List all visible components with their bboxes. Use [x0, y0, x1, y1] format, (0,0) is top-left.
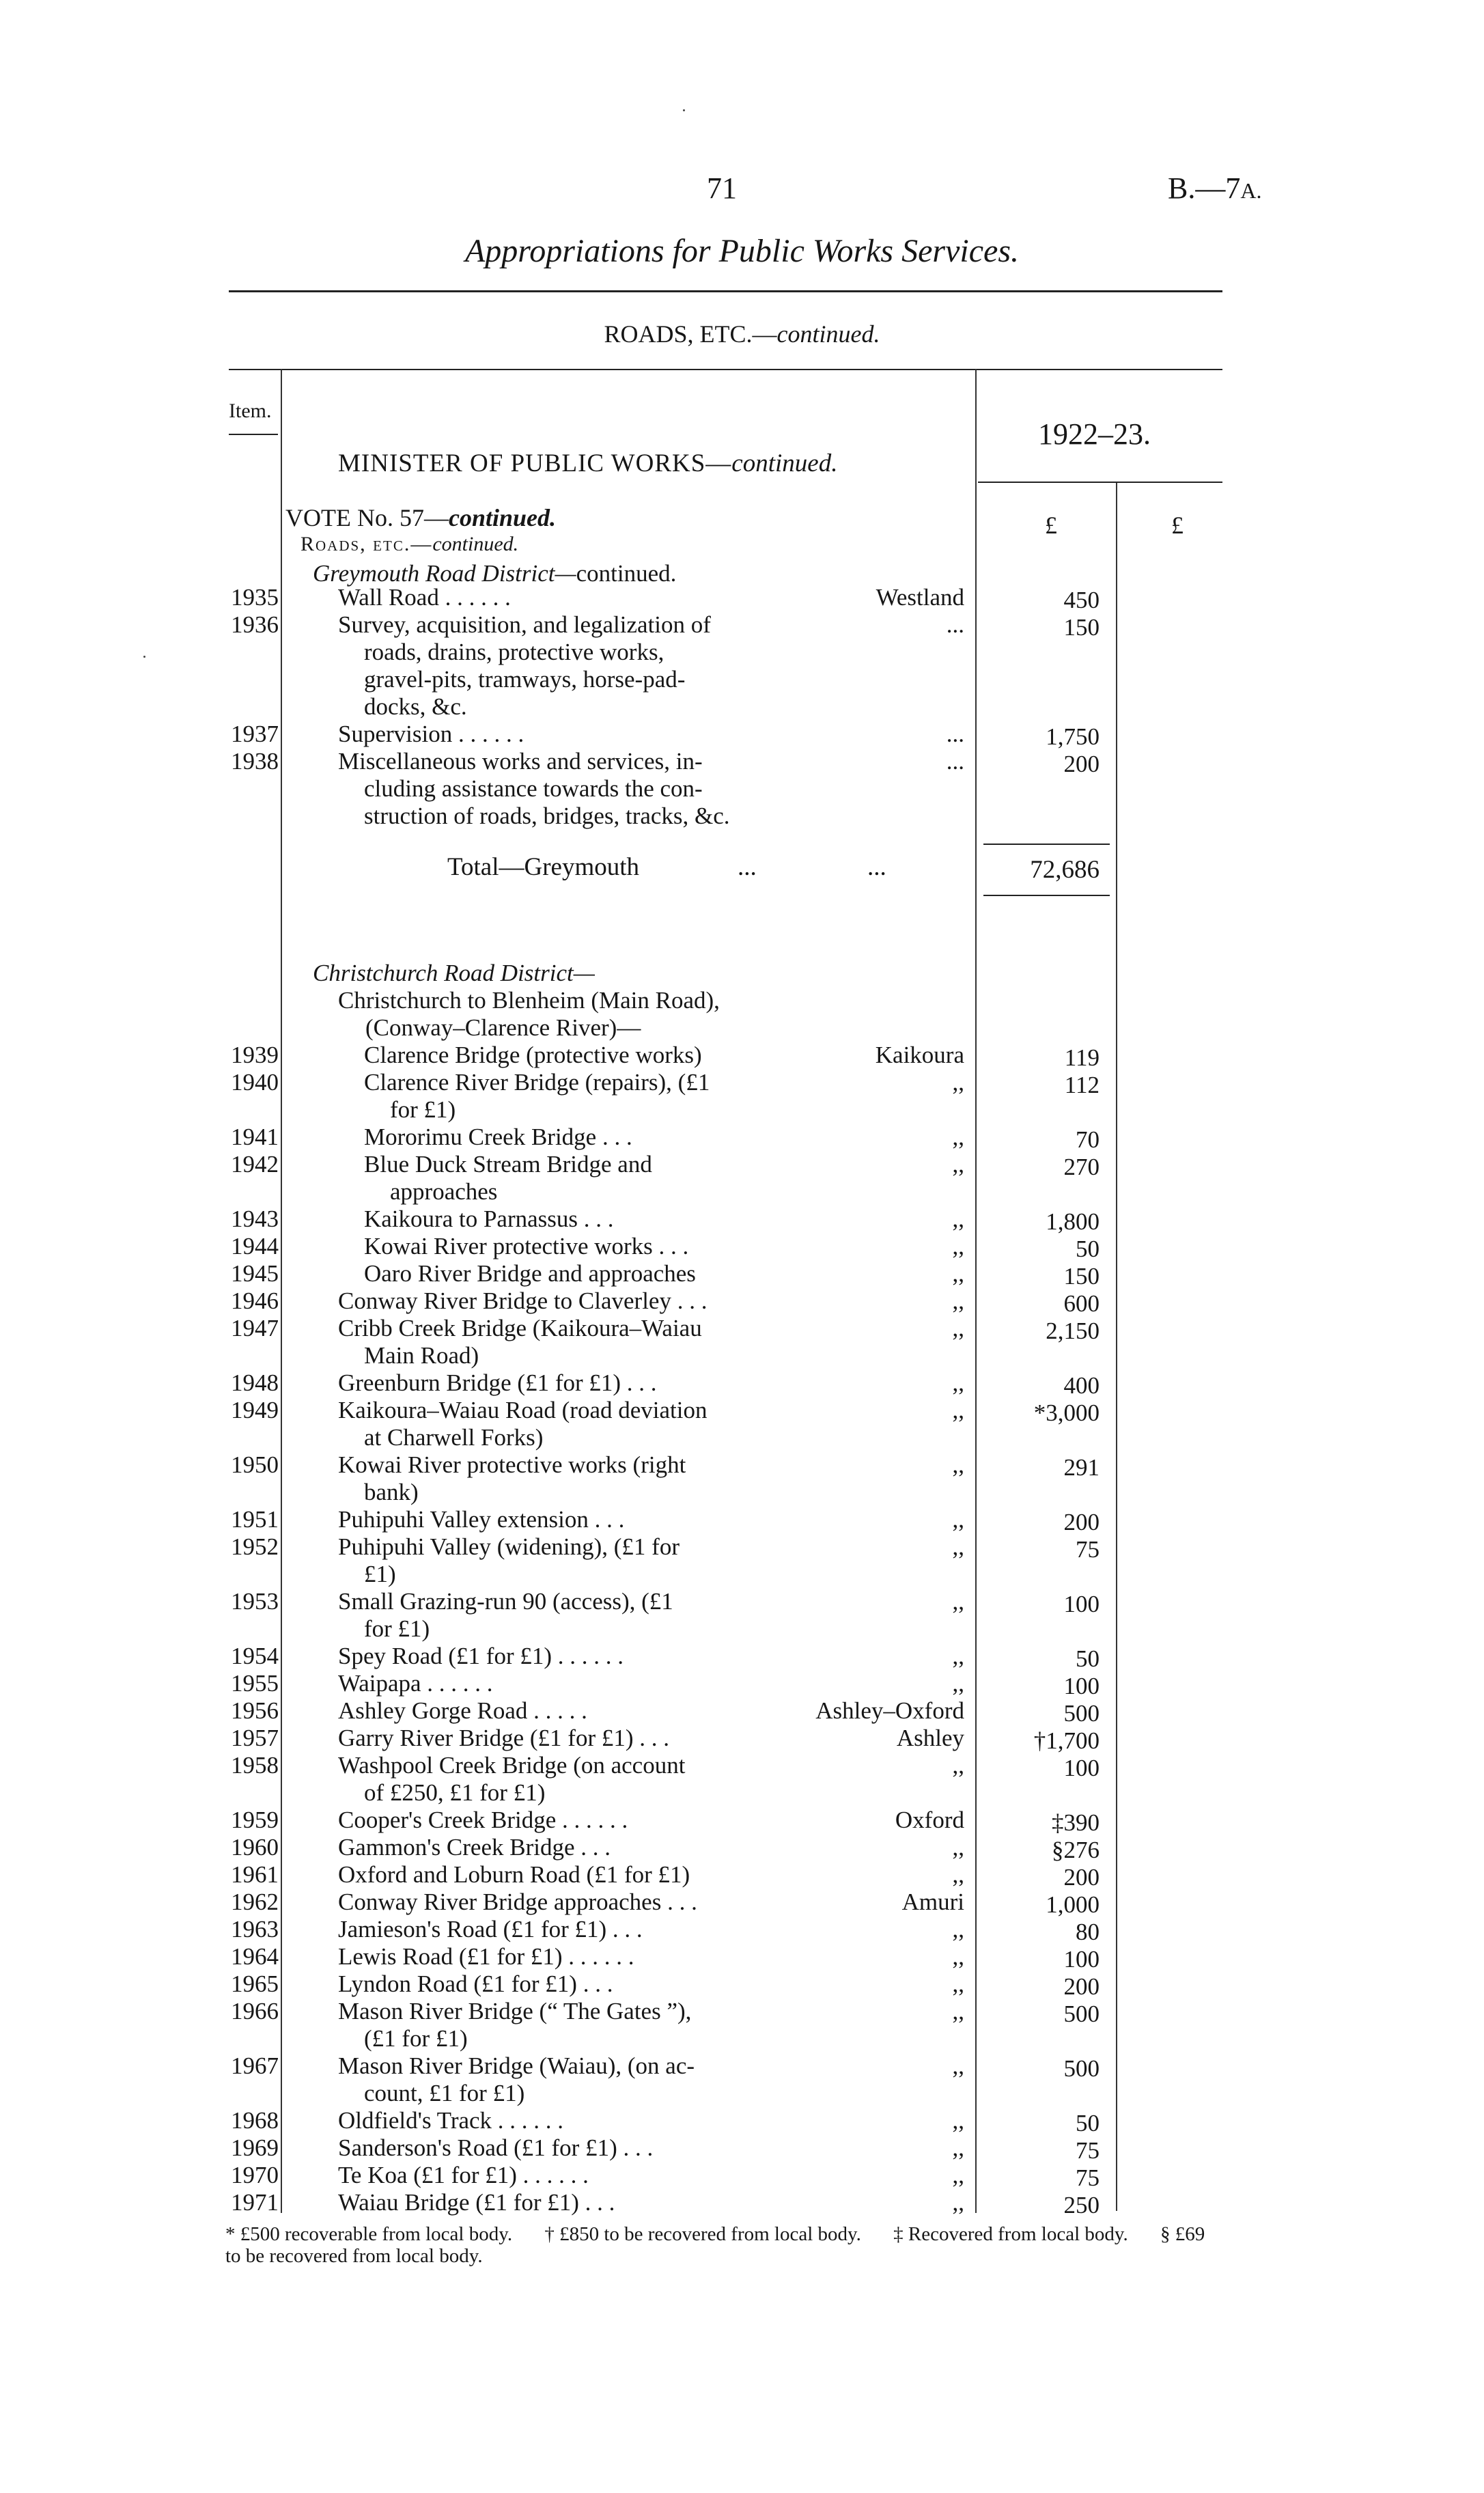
footnote-dagger: † £850 to be recovered from local body.	[544, 2223, 861, 2245]
item-description: Mororimu Creek Bridge . . .	[364, 1124, 632, 1150]
item-number: 1944	[231, 1233, 279, 1259]
item-description: Survey, acquisition, and legalization of	[338, 611, 711, 638]
item-amount: 75	[1076, 1536, 1100, 1563]
item-amount: †1,700	[1033, 1727, 1100, 1754]
item-description-continued: bank)	[364, 1479, 419, 1505]
item-number: 1940	[231, 1069, 279, 1096]
table-row	[0, 2107, 1484, 2134]
page-title: Appropriations for Public Works Services.	[464, 233, 1020, 269]
item-amount: 100	[1063, 1755, 1100, 1781]
vote-suffix: continued.	[448, 504, 557, 531]
table-top-rule	[229, 369, 1222, 370]
item-number: 1951	[231, 1506, 279, 1533]
item-amount: 291	[1063, 1454, 1100, 1481]
total-leader-dots: ...	[738, 853, 757, 881]
table-row	[0, 1834, 1484, 1861]
item-location: ,,	[952, 2162, 964, 2188]
item-number: 1955	[231, 1670, 279, 1697]
item-number: 1947	[231, 1315, 279, 1341]
table-row	[0, 1533, 1484, 1587]
item-description: Te Koa (£1 for £1) . . . . . .	[338, 2162, 589, 2188]
item-location: ...	[946, 748, 964, 775]
item-amount: 1,750	[1046, 723, 1100, 750]
item-description: Jamieson's Road (£1 for £1) . . .	[338, 1916, 643, 1942]
item-number: 1956	[231, 1697, 279, 1724]
item-amount: 250	[1063, 2192, 1100, 2218]
table-row	[0, 1725, 1484, 1752]
item-location: ,,	[952, 1397, 964, 1423]
minister-suffix: continued.	[731, 449, 838, 477]
item-number: 1970	[231, 2162, 279, 2188]
table-row	[0, 1369, 1484, 1397]
item-amount: 150	[1063, 1263, 1100, 1290]
total-leader-dots-2: ...	[867, 853, 886, 881]
item-description: Waiau Bridge (£1 for £1) . . .	[338, 2189, 615, 2216]
table-row	[0, 1998, 1484, 2052]
item-amount: 119	[1064, 1044, 1100, 1071]
item-amount: 150	[1063, 614, 1100, 641]
table-row	[0, 748, 1484, 829]
table-row	[0, 1069, 1484, 1123]
item-description: Clarence River Bridge (repairs), (£1	[364, 1069, 710, 1096]
item-amount: 50	[1076, 2110, 1100, 2136]
item-description: Garry River Bridge (£1 for £1) . . .	[338, 1725, 670, 1751]
item-amount: 2,150	[1046, 1318, 1100, 1344]
item-number: 1962	[231, 1889, 279, 1915]
item-amount: 500	[1063, 2001, 1100, 2027]
item-location: ,,	[952, 1506, 964, 1533]
item-amount: 112	[1064, 1072, 1100, 1098]
item-description-continued: £1)	[364, 1561, 396, 1587]
item-number: 1936	[231, 611, 279, 638]
item-amount: 75	[1076, 2137, 1100, 2164]
table-row	[0, 1233, 1484, 1260]
item-number: 1948	[231, 1369, 279, 1396]
item-location: Ashley	[896, 1725, 964, 1751]
table-row	[0, 1287, 1484, 1315]
item-number: 1935	[231, 584, 279, 611]
item-amount: 500	[1063, 1700, 1100, 1727]
item-location: ,,	[952, 1315, 964, 1341]
table-row	[0, 721, 1484, 748]
year-header-rule	[978, 482, 1222, 483]
item-location: ,,	[952, 2189, 964, 2216]
item-number: 1941	[231, 1124, 279, 1150]
table-row	[0, 1042, 1484, 1069]
table-row	[0, 1697, 1484, 1725]
table-row	[0, 1151, 1484, 1205]
table-row	[0, 1588, 1484, 1642]
roads-main: Roads, etc.—	[300, 533, 433, 555]
item-location: ,,	[952, 1206, 964, 1232]
item-description: Puhipuhi Valley (widening), (£1 for	[338, 1533, 680, 1560]
item-description: Wall Road . . . . . .	[338, 584, 511, 611]
vote-main: VOTE No. 57—	[285, 504, 449, 531]
item-amount: 600	[1063, 1290, 1100, 1317]
item-location: ,,	[952, 1233, 964, 1259]
item-amount: §276	[1052, 1837, 1100, 1863]
item-description: Cribb Creek Bridge (Kaikoura–Waiau	[338, 1315, 702, 1341]
section-heading	[0, 320, 1484, 348]
item-amount: 70	[1076, 1126, 1100, 1153]
item-number: 1957	[231, 1725, 279, 1751]
item-location: Oxford	[895, 1807, 964, 1833]
vote-heading	[285, 503, 556, 532]
item-description: Kowai River protective works (right	[338, 1451, 686, 1478]
item-amount: 1,000	[1046, 1891, 1100, 1918]
item-description: Oaro River Bridge and approaches	[364, 1260, 696, 1287]
item-location: ...	[946, 721, 964, 747]
item-description: Lyndon Road (£1 for £1) . . .	[338, 1970, 613, 1997]
item-amount: 200	[1063, 751, 1100, 777]
item-description-continued: at Charwell Forks)	[364, 1424, 544, 1451]
roads-heading	[300, 533, 518, 556]
reference-main: B.—7	[1168, 171, 1241, 205]
item-number: 1966	[231, 1998, 279, 2024]
item-description: Clarence Bridge (protective works)	[364, 1042, 702, 1068]
item-number: 1968	[231, 2107, 279, 2134]
roads-suffix: continued.	[432, 533, 519, 555]
item-location: ,,	[952, 1369, 964, 1396]
item-location: ,,	[952, 1916, 964, 1942]
table-row	[0, 1861, 1484, 1889]
item-amount: 100	[1063, 1673, 1100, 1699]
scan-speck	[683, 109, 685, 111]
item-number: 1939	[231, 1042, 279, 1068]
table-row	[0, 1315, 1484, 1369]
item-description: Washpool Creek Bridge (on account	[338, 1752, 686, 1779]
item-description: Mason River Bridge (“ The Gates ”),	[338, 1998, 692, 2024]
table-row	[0, 1916, 1484, 1943]
table-row	[0, 584, 1484, 611]
item-description: Mason River Bridge (Waiau), (on ac-	[338, 2052, 695, 2079]
table-row	[0, 2134, 1484, 2162]
item-amount: 50	[1076, 1645, 1100, 1672]
item-location: Ashley–Oxford	[815, 1697, 964, 1724]
item-description: Ashley Gorge Road . . . . .	[338, 1697, 587, 1724]
item-location: Westland	[876, 584, 964, 611]
item-amount: 450	[1063, 587, 1100, 613]
item-amount: 200	[1063, 1509, 1100, 1535]
item-description: Oxford and Loburn Road (£1 for £1)	[338, 1861, 690, 1888]
item-location: ,,	[952, 1998, 964, 2024]
item-description-continued: count, £1 for £1)	[364, 2080, 525, 2106]
item-description: Kaikoura–Waiau Road (road deviation	[338, 1397, 708, 1423]
minister-heading	[338, 449, 837, 478]
table-row	[0, 1670, 1484, 1697]
table-row	[0, 2189, 1484, 2216]
item-amount: 1,800	[1046, 1208, 1100, 1235]
item-amount: 270	[1063, 1154, 1100, 1180]
item-number: 1943	[231, 1206, 279, 1232]
scan-speck	[143, 656, 145, 658]
item-description: Small Grazing-run 90 (access), (£1	[338, 1588, 673, 1615]
item-location: ,,	[952, 1943, 964, 1970]
item-description: Blue Duck Stream Bridge and	[364, 1151, 652, 1178]
greymouth-district-heading	[313, 560, 676, 587]
table-row	[0, 1397, 1484, 1451]
christchurch-main-road-line1: Christchurch to Blenheim (Main Road),	[338, 987, 720, 1014]
item-location: ,,	[952, 1533, 964, 1560]
item-description-continued: roads, drains, protective works,	[364, 639, 664, 665]
item-location: ,,	[952, 1643, 964, 1669]
document-reference	[1168, 171, 1261, 206]
greymouth-district-name: Greymouth Road District—	[313, 560, 576, 587]
item-location: ,,	[952, 1670, 964, 1697]
item-location: ,,	[952, 1260, 964, 1287]
item-number: 1953	[231, 1588, 279, 1615]
item-location: ,,	[952, 1588, 964, 1615]
christchurch-main-road-line2: (Conway–Clarence River)—	[365, 1014, 641, 1041]
item-number: 1937	[231, 721, 279, 747]
section-main: ROADS, ETC.—	[604, 320, 777, 348]
currency-symbol-amount: £	[1045, 512, 1057, 539]
item-location: ,,	[952, 1124, 964, 1150]
table-row	[0, 1506, 1484, 1533]
item-number: 1964	[231, 1943, 279, 1970]
item-location: ,,	[952, 1287, 964, 1314]
footnotes	[225, 2223, 1222, 2267]
total-amount: 72,686	[1030, 856, 1100, 884]
item-description-continued: for £1)	[390, 1096, 456, 1123]
item-number: 1969	[231, 2134, 279, 2161]
item-number: 1961	[231, 1861, 279, 1888]
item-description: Greenburn Bridge (£1 for £1) . . .	[338, 1369, 657, 1396]
item-amount: 75	[1076, 2164, 1100, 2191]
table-row	[0, 2052, 1484, 2106]
table-row	[0, 1260, 1484, 1290]
item-description: Oldfield's Track . . . . . .	[338, 2107, 564, 2134]
footnote-double-dagger: ‡ Recovered from local body.	[893, 2223, 1128, 2245]
year-column-header: 1922–23.	[1038, 417, 1151, 451]
item-description: Kaikoura to Parnassus . . .	[364, 1206, 614, 1232]
item-number: 1971	[231, 2189, 279, 2216]
item-location: ,,	[952, 1451, 964, 1478]
table-row	[0, 2162, 1484, 2189]
item-number: 1954	[231, 1643, 279, 1669]
section-suffix: continued.	[776, 320, 880, 348]
table-row	[0, 1889, 1484, 1916]
item-location: ,,	[952, 1069, 964, 1096]
item-number: 1959	[231, 1807, 279, 1833]
item-number: 1945	[231, 1260, 279, 1287]
page-number: 71	[707, 171, 737, 205]
item-description: Cooper's Creek Bridge . . . . . .	[338, 1807, 628, 1833]
item-description: Waipapa . . . . . .	[338, 1670, 493, 1697]
item-description: Spey Road (£1 for £1) . . . . . .	[338, 1643, 624, 1669]
item-amount: 50	[1076, 1236, 1100, 1262]
item-location: Kaikoura	[875, 1042, 964, 1068]
table-row	[0, 1643, 1484, 1670]
item-description-continued: struction of roads, bridges, tracks, &c.	[364, 803, 730, 829]
christchurch-district-heading: Christchurch Road District—	[313, 960, 595, 986]
item-amount: 100	[1063, 1946, 1100, 1973]
item-number: 1938	[231, 748, 279, 775]
item-location: ,,	[952, 1970, 964, 1997]
item-description-continued: docks, &c.	[364, 693, 467, 720]
item-description: Sanderson's Road (£1 for £1) . . .	[338, 2134, 654, 2161]
item-number: 1942	[231, 1151, 279, 1178]
table-row	[0, 1206, 1484, 1233]
item-amount: 500	[1063, 2055, 1100, 2082]
item-description: Supervision . . . . . .	[338, 721, 524, 747]
item-amount: 400	[1063, 1372, 1100, 1399]
item-description-continued: approaches	[390, 1178, 498, 1205]
item-description-continued: (£1 for £1)	[364, 2025, 468, 2052]
item-number: 1967	[231, 2052, 279, 2079]
total-label: Total—Greymouth	[447, 853, 640, 881]
item-description-continued: cluding assistance towards the con-	[364, 775, 703, 802]
item-location: ,,	[952, 1752, 964, 1779]
greymouth-district-suffix: continued.	[576, 560, 677, 587]
item-description: Kowai River protective works . . .	[364, 1233, 689, 1259]
table-row	[0, 1752, 1484, 1806]
item-location: ,,	[952, 2052, 964, 2079]
item-location: ...	[946, 611, 964, 638]
item-location: ,,	[952, 1834, 964, 1861]
table-row	[0, 1807, 1484, 1834]
item-description-continued: for £1)	[364, 1615, 430, 1642]
item-number: 1963	[231, 1916, 279, 1942]
item-amount: *3,000	[1033, 1399, 1100, 1426]
item-location: Amuri	[901, 1889, 964, 1915]
table-row	[0, 611, 1484, 720]
item-number: 1958	[231, 1752, 279, 1779]
item-number: 1952	[231, 1533, 279, 1560]
item-description-continued: Main Road)	[364, 1342, 479, 1369]
total-top-rule	[983, 844, 1110, 845]
item-amount: 100	[1063, 1591, 1100, 1617]
item-number: 1946	[231, 1287, 279, 1314]
item-description-continued: gravel-pits, tramways, horse-pad-	[364, 666, 686, 693]
item-location: ,,	[952, 2134, 964, 2161]
item-amount: 200	[1063, 1973, 1100, 2000]
total-bottom-rule	[983, 895, 1110, 896]
item-number: 1960	[231, 1834, 279, 1861]
item-description-continued: of £250, £1 for £1)	[364, 1779, 546, 1806]
item-amount: ‡390	[1052, 1809, 1100, 1836]
item-number: 1950	[231, 1451, 279, 1478]
title-rule	[229, 290, 1222, 292]
item-number: 1965	[231, 1970, 279, 1997]
item-number: 1949	[231, 1397, 279, 1423]
item-column-header: Item.	[229, 400, 272, 422]
item-header-rule	[229, 434, 278, 435]
item-amount: 80	[1076, 1919, 1100, 1945]
item-location: ,,	[952, 1861, 964, 1888]
item-description: Gammon's Creek Bridge . . .	[338, 1834, 611, 1861]
item-description: Puhipuhi Valley extension . . .	[338, 1506, 625, 1533]
table-row	[0, 1124, 1484, 1151]
footnote-asterisk: * £500 recoverable from local body.	[225, 2223, 513, 2245]
table-row	[0, 1943, 1484, 1973]
item-location: ,,	[952, 2107, 964, 2134]
currency-symbol-total: £	[1171, 512, 1184, 539]
reference-suffix: A.	[1240, 178, 1262, 203]
minister-main: MINISTER OF PUBLIC WORKS—	[338, 449, 732, 477]
item-description: Conway River Bridge approaches . . .	[338, 1889, 697, 1915]
item-description: Miscellaneous works and services, in-	[338, 748, 703, 775]
item-description: Lewis Road (£1 for £1) . . . . . .	[338, 1943, 634, 1970]
item-amount: 200	[1063, 1864, 1100, 1891]
table-row	[0, 1970, 1484, 1998]
item-location: ,,	[952, 1151, 964, 1178]
footnote-section: § £69 to be recovered from local body.	[225, 2223, 1205, 2267]
item-description: Conway River Bridge to Claverley . . .	[338, 1287, 708, 1314]
table-row	[0, 1451, 1484, 1505]
